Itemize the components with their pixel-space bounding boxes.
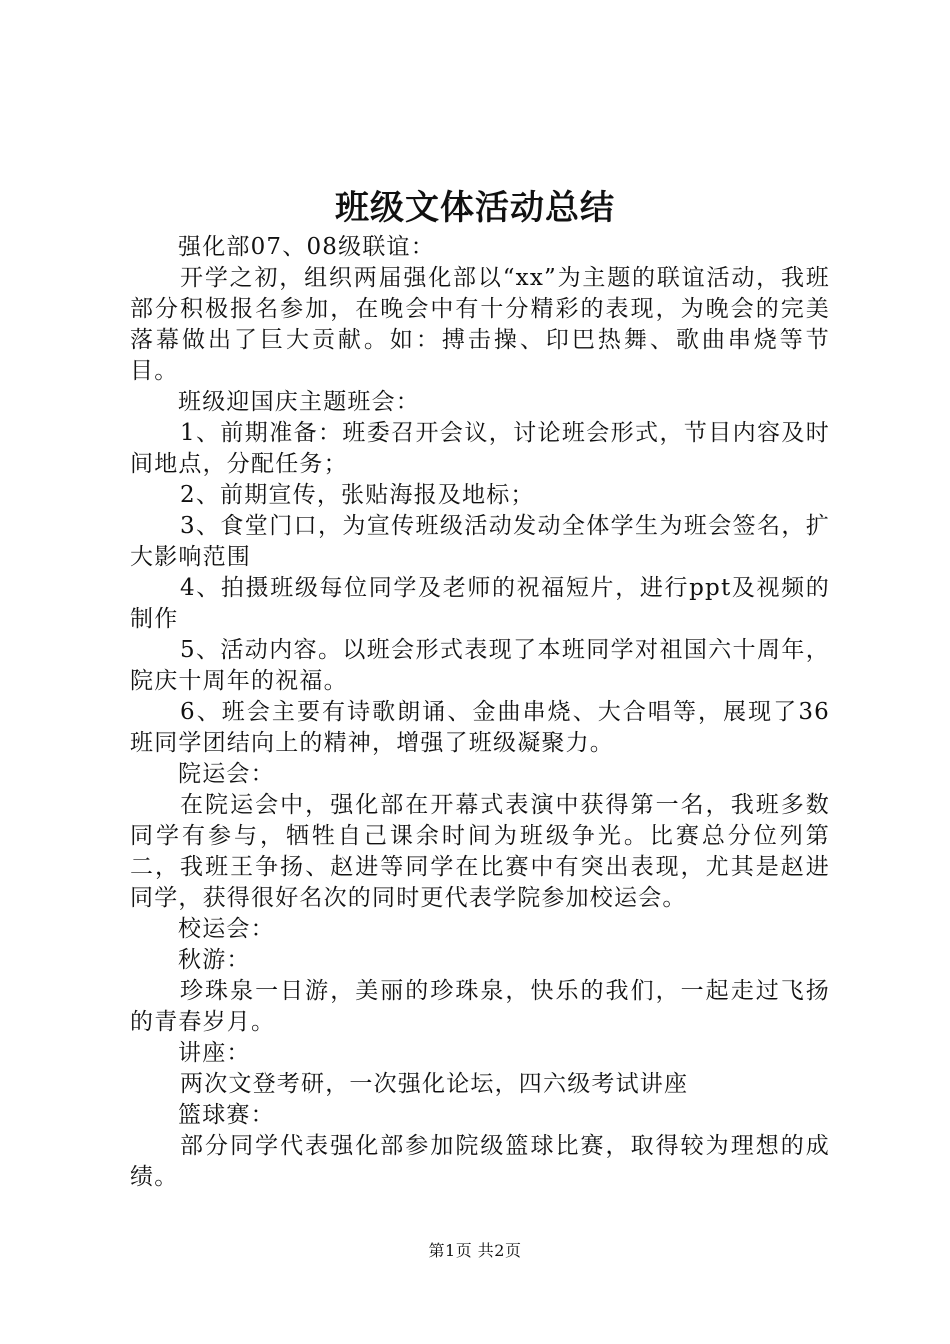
- paragraph-lanqiu: 部分同学代表强化部参加院级篮球比赛，取得较为理想的成绩。: [130, 1133, 830, 1190]
- document-title: 班级文体活动总结: [335, 188, 615, 228]
- section-heading-yuanyunhui: 院运会：: [178, 761, 275, 787]
- list-item-3: 3、食堂门口，为宣传班级活动发动全体学生为班会签名，扩大影响范围: [130, 513, 830, 570]
- paragraph-lianyi: 开学之初，组织两届强化部以“xx”为主题的联谊活动，我班部分积极报名参加，在晚会中有十分精彩的表现，为晚会的完美落幕做出了巨大贡献。如：搏击操、印巴热舞、歌曲串烧等节目。: [130, 265, 830, 384]
- section-heading-qiuyou: 秋游：: [178, 947, 251, 973]
- paragraph-qiuyou: 珍珠泉一日游，美丽的珍珠泉，快乐的我们，一起走过飞扬的青春岁月。: [130, 978, 830, 1035]
- list-item-1: 1、前期准备：班委召开会议，讨论班会形式，节目内容及时间地点，分配任务；: [130, 420, 830, 477]
- section-heading-jiangzuo: 讲座：: [178, 1040, 251, 1066]
- list-item-4: 4、拍摄班级每位同学及老师的祝福短片，进行ppt及视频的制作: [130, 575, 830, 632]
- section-heading-xiaoyunhui: 校运会：: [178, 916, 275, 942]
- section-heading-lanqiu: 篮球赛：: [178, 1102, 275, 1128]
- page-indicator: 第1页 共2页: [428, 1241, 522, 1260]
- list-item-6: 6、班会主要有诗歌朗诵、金曲串烧、大合唱等，展现了36班同学团结向上的精神，增强了班级凝聚力。: [130, 699, 830, 756]
- section-heading-lianyi: 强化部07、08级联谊：: [178, 234, 435, 260]
- list-item-2: 2、前期宣传，张贴海报及地标；: [180, 482, 535, 508]
- paragraph-yuanyunhui: 在院运会中，强化部在开幕式表演中获得第一名，我班多数同学有参与，牺牲自己课余时间为班级争光。比赛总分位列第二，我班王争扬、赵进等同学在比赛中有突出表现，尤其是赵进同学，获得很好名次的同时更代表学院参加校运会。: [130, 792, 830, 911]
- list-item-5: 5、活动内容。以班会形式表现了本班同学对祖国六十周年，院庆十周年的祝福。: [130, 637, 830, 694]
- document-body: [130, 232, 830, 1193]
- section-heading-guoqing: 班级迎国庆主题班会：: [178, 389, 420, 415]
- paragraph-jiangzuo: 两次文登考研，一次强化论坛，四六级考试讲座: [180, 1071, 689, 1097]
